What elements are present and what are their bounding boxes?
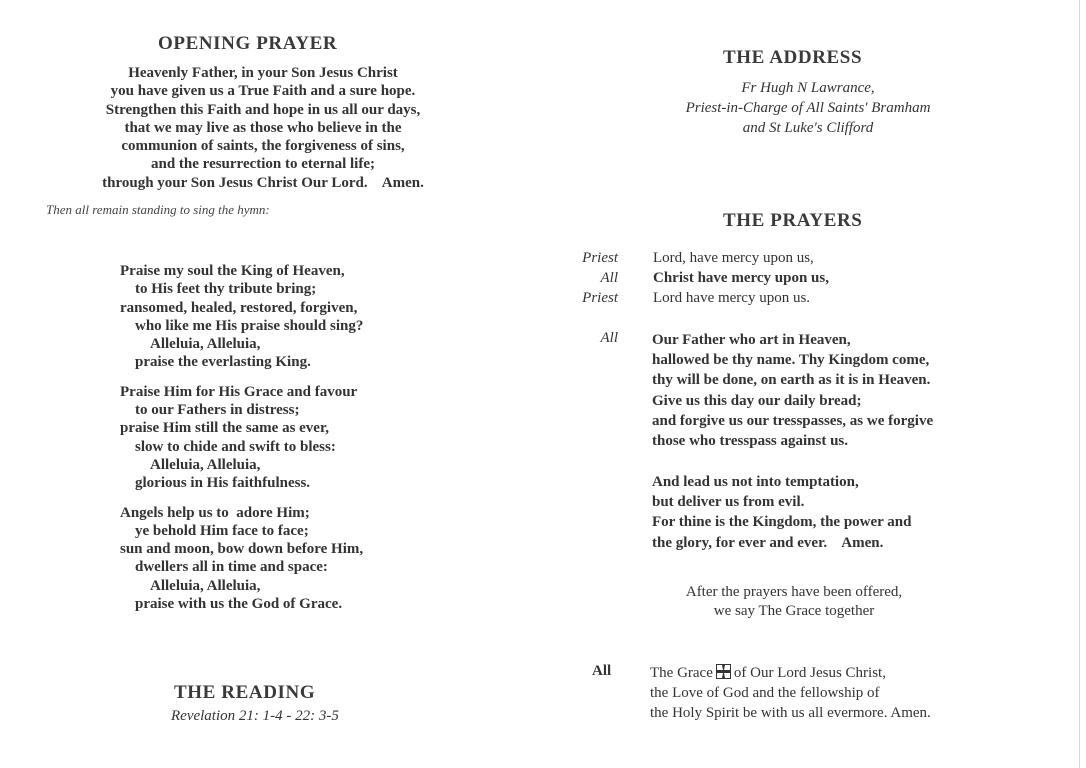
hymn-line: praise Him still the same as ever, [120,420,329,437]
lords-prayer-part-1 [652,330,933,451]
hymn-line: Alleluia, Alleluia, [150,336,261,353]
grace-line: the Holy Spirit be with us all evermore. Amen. [650,705,931,722]
response-role: Priest [582,250,618,266]
hymn-line: to our Fathers in distress; [135,402,300,419]
hymn-line: who like me His praise should sing? [135,317,364,334]
prayer-line: And lead us not into temptation, [652,474,859,490]
prayer-line: and forgive us our tresspasses, as we forgive [652,412,934,429]
opening-prayer-title: OPENING PRAYER [158,33,338,54]
prayer-line: thy will be done, on earth as it is in Heaven. [652,372,931,389]
hymn-line: Alleluia, Alleluia, [150,456,261,473]
reading-reference: Revelation 21: 1-4 - 22: 3-5 [171,708,339,724]
page-edge-line [1079,0,1080,768]
hymn [120,262,363,624]
prayer-line: Heavenly Father, in your Son Jesus Christ [128,65,398,81]
hymn-verse-1 [120,262,363,372]
instruction-line: After the prayers have been offered, [685,584,903,600]
address-line: Fr Hugh N Lawrance, [741,80,875,96]
hymn-line: sun and moon, bow down before Him, [120,541,364,558]
response-text: Lord have mercy upon us. [653,290,811,306]
prayer-line: through your Son Jesus Christ Our Lord. Amen. [102,174,424,191]
hymn-line: Praise my soul the King of Heaven, [120,263,345,279]
prayer-line: Strengthen this Faith and hope in us all our days, [105,101,421,118]
response-role: All [600,270,618,286]
grace-line: the Love of God and the fellowship of [650,685,880,702]
prayer-line: Give us this day our daily bread; [652,392,862,409]
response-role: Priest [582,290,618,306]
prayer-line: Our Father who art in Heaven, [652,332,851,348]
response-text: Lord, have mercy upon us, [653,250,814,266]
grace-line-end: of Our Lord Jesus Christ, [733,665,886,681]
prayer-line: that we may live as those who believe in the [124,119,402,136]
reading-title: THE READING [174,682,316,703]
prayer-line: the glory, for ever and ever. Amen. [652,534,884,551]
hymn-verse-2 [120,383,363,493]
address-speaker [662,78,954,138]
hymn-line: slow to chide and swift to bless: [135,438,336,455]
grace-line [650,663,931,683]
hymn-line: dwellers all in time and space: [135,559,328,576]
hymn-line: Angels help us to adore Him; [120,504,310,521]
cross-pattee-icon [716,664,731,679]
hymn-line: praise with us the God of Grace. [135,596,343,613]
hymn-line: glorious in His faithfulness. [135,475,311,492]
prayer-line: hallowed be thy name. Thy Kingdom come, [652,352,930,369]
opening-prayer-text [82,64,444,192]
hymn-line: ransomed, healed, restored, forgiven, [120,299,358,316]
response-text: Christ have mercy upon us, [653,270,829,286]
hymn-rubric: Then all remain standing to sing the hymn: [46,202,270,217]
prayer-line: those who tresspass against us. [652,433,849,450]
lords-prayer-part-2 [652,472,911,553]
hymn-line: praise the everlasting King. [135,354,311,371]
instruction-line: we say The Grace together [713,602,875,619]
lords-prayer-role: All [600,330,618,346]
address-line: Priest-in-Charge of All Saints' Bramham [685,100,931,116]
prayer-line: but deliver us from evil. [652,494,805,511]
prayer-line: For thine is the Kingdom, the power and [652,514,912,531]
hymn-line: ye behold Him face to face; [135,522,309,539]
prayer-line: you have given us a True Faith and a sure hope. [110,83,416,100]
hymn-verse-3 [120,504,363,614]
address-line: and St Luke's Clifford [742,120,874,136]
grace-instruction [652,583,936,620]
grace-role: All [592,663,612,679]
grace-line-start: The Grace [650,665,713,681]
prayer-line: and the resurrection to eternal life; [151,156,375,173]
prayers-title: THE PRAYERS [723,210,863,231]
grace-text [650,663,931,724]
hymn-line: to His feet thy tribute bring; [135,281,317,298]
address-title: THE ADDRESS [723,47,863,68]
hymn-line: Alleluia, Alleluia, [150,577,261,594]
prayer-line: communion of saints, the forgiveness of sins, [121,138,405,155]
hymn-line: Praise Him for His Grace and favour [120,383,358,400]
